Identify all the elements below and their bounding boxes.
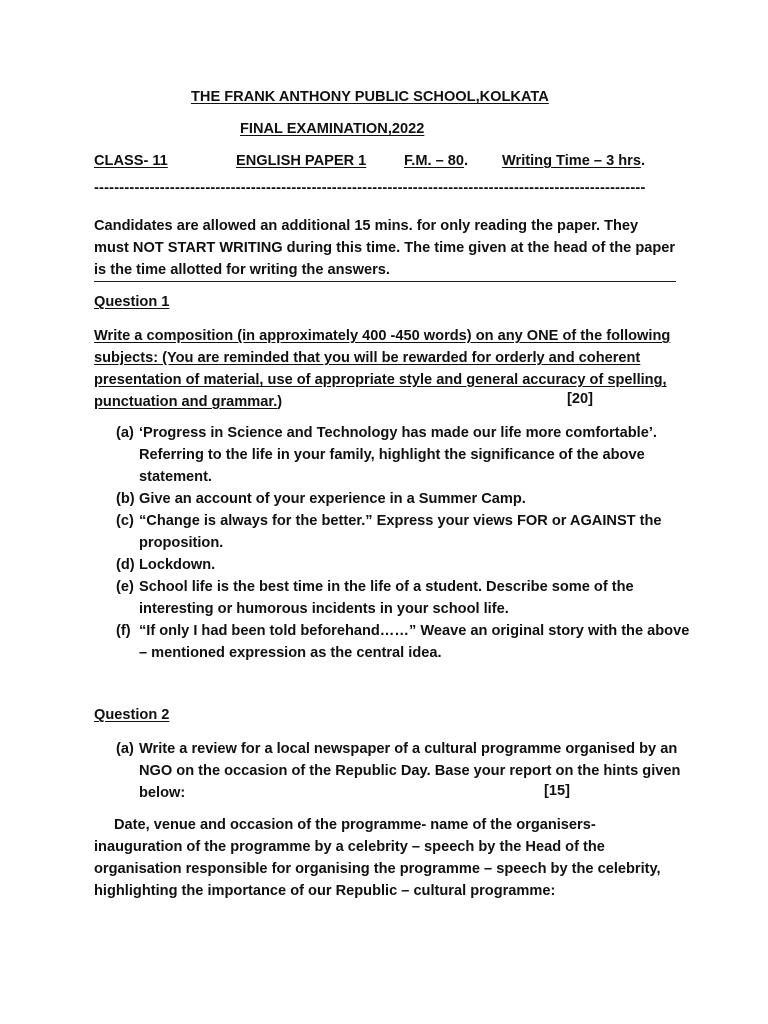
school-title: THE FRANK ANTHONY PUBLIC SCHOOL,KOLKATA [191, 89, 549, 105]
writing-time [502, 153, 645, 169]
writing-time-value: Writing Time – 3 hrs [502, 153, 641, 169]
question-1-item [116, 422, 696, 488]
item-label: (b) [116, 491, 135, 507]
question-2-heading: Question 2 [94, 707, 170, 723]
full-marks-value: F.M. – 80 [404, 153, 465, 169]
question-2-item [116, 738, 696, 804]
item-label: (a) [116, 425, 134, 441]
question-1-item [116, 554, 696, 576]
item-text: ‘Progress in Science and Technology has made our life more comfortable’. Referring to the life in your family, highlight the significance of the above statement. [139, 425, 657, 485]
full-marks [404, 153, 468, 169]
question-1-item [116, 510, 696, 554]
question-1-item [116, 488, 696, 510]
question-1-intro [94, 325, 684, 413]
question-1-intro-close: ) [277, 394, 283, 410]
question-2-marks: [15] [544, 783, 570, 799]
class-label: CLASS- 11 [94, 153, 168, 169]
question-1-item [116, 620, 696, 664]
item-text: Write a review for a local newspaper of a cultural programme organised by an NGO on the occasion of the Republic Day. Base your report on the hints given below: [139, 741, 681, 801]
item-text: Give an account of your experience in a Summer Camp. [139, 491, 526, 507]
question-1-intro-text: Write a composition (in approximately 400 -450 words) on any ONE of the following subjects: (You are reminded that you will be rewarded for orderly and coherent presentation of material, use of appropriate style and general accuracy of spelling, punctuation and grammar. [94, 328, 671, 410]
question-1-heading: Question 1 [94, 294, 170, 310]
exam-title: FINAL EXAMINATION,2022 [240, 121, 425, 137]
item-label: (e) [116, 579, 134, 595]
instructions: Candidates are allowed an additional 15 mins. for only reading the paper. They must NOT START WRITING during this time. The time given at the head of the paper is the time allotted for writing the answers. [94, 218, 676, 278]
item-text: Lockdown. [139, 557, 216, 573]
question-1-marks: [20] [567, 391, 593, 407]
item-text: School life is the best time in the life of a student. Describe some of the interesting or humorous incidents in your school life. [139, 579, 634, 617]
dash-separator: ------------------------------------------------------------------------------------------------------------- [94, 180, 646, 196]
full-marks-trail: . [464, 153, 469, 169]
paper-title: ENGLISH PAPER 1 [236, 153, 367, 169]
writing-time-trail: . [640, 153, 646, 169]
item-text: “If only I had been told beforehand……” Weave an original story with the above – mentioned expression as the central idea. [139, 623, 690, 661]
item-label: (c) [116, 513, 134, 529]
item-label: (d) [116, 557, 135, 573]
question-2-hints: Date, venue and occasion of the programme- name of the organisers- inauguration of the programme by a celebrity – speech by the Head of the organisation responsible for organising the programme – speech by the celebrity, highlighting the importance of our Republic – cultural programme: [94, 817, 661, 899]
item-text: “Change is always for the better.” Express your views FOR or AGAINST the proposition. [139, 513, 662, 551]
item-label: (a) [116, 741, 134, 757]
instructions-rule [94, 281, 676, 282]
item-label: (f) [116, 623, 131, 639]
question-1-item [116, 576, 696, 620]
